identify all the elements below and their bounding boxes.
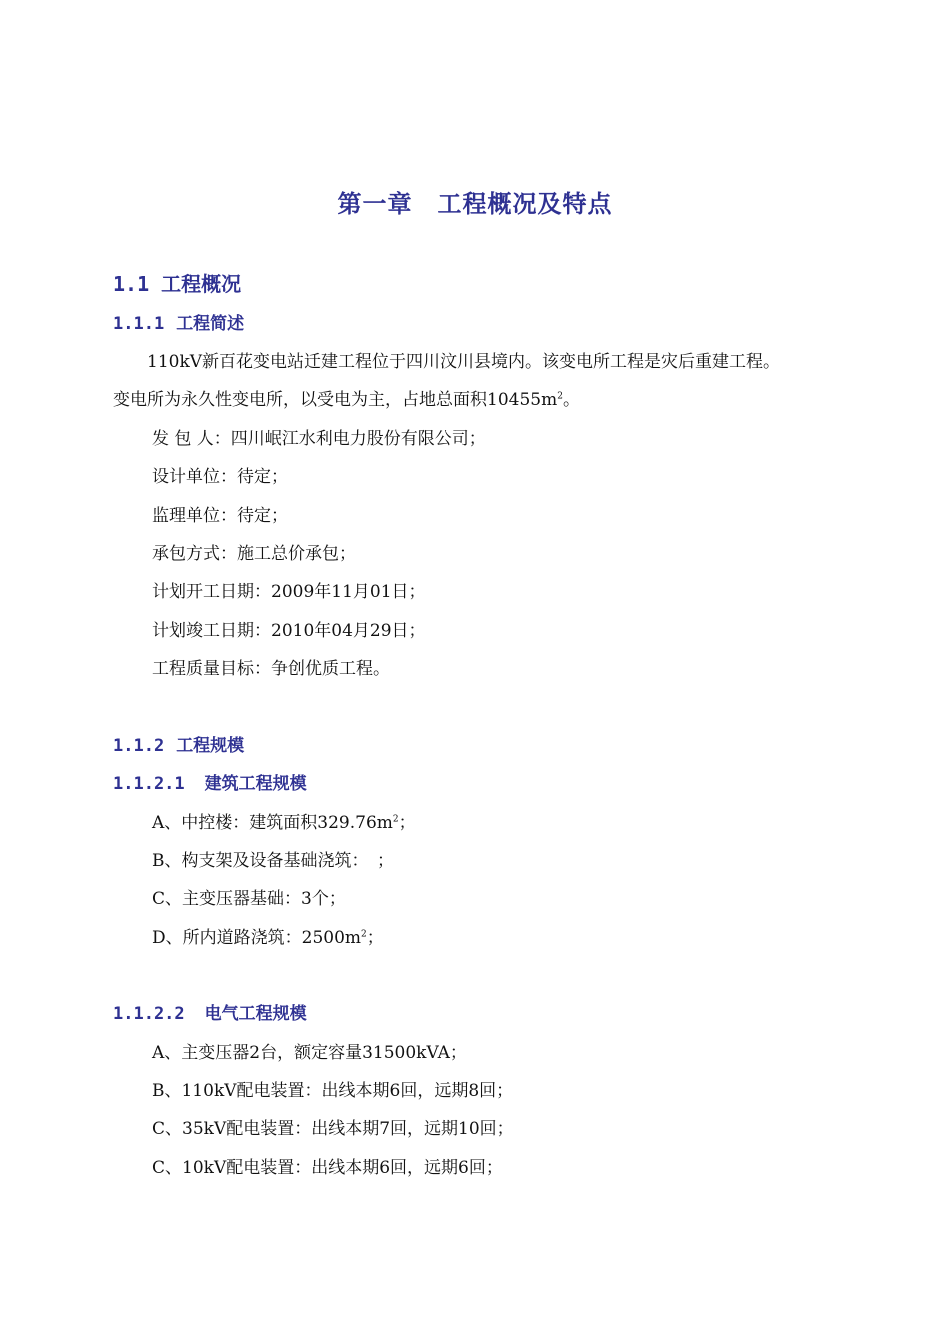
section-heading-1-1 (113, 268, 241, 297)
section-title: 工程概况 (161, 272, 242, 296)
section-title: 电气工程规模 (204, 1004, 307, 1024)
list-item-design-unit: 设计单位：待定； (152, 467, 288, 487)
section-number: 1.1 (113, 272, 150, 296)
section-heading-1-1-2-2 (113, 999, 307, 1024)
list-item-35kv: C、35kV配电装置：出线本期7回，远期10回； (152, 1119, 514, 1139)
list-item-foundation: B、构支架及设备基础浇筑： ； (152, 851, 394, 871)
section-title: 工程规模 (176, 736, 245, 756)
item-text: A、中控楼：建筑面积329.76m (152, 813, 393, 833)
list-item-transformer-base: C、主变压器基础：3个； (152, 889, 346, 909)
superscript: 2 (361, 929, 367, 940)
item-end: ； (366, 928, 384, 948)
item-end: ； (398, 813, 416, 833)
paragraph-line-2 (113, 385, 580, 410)
list-item-road (152, 923, 384, 948)
list-item-control-building (152, 808, 416, 833)
list-item-110kv: B、110kV配电装置：出线本期6回，远期8回； (152, 1081, 514, 1101)
list-item-contractor: 发 包 人：四川岷江水利电力股份有限公司； (152, 429, 486, 449)
section-number: 1.1.1 (113, 314, 165, 334)
section-heading-1-1-2 (113, 731, 244, 756)
section-number: 1.1.2 (113, 736, 165, 756)
section-heading-1-1-2-1 (113, 769, 307, 794)
list-item-quality-target: 工程质量目标：争创优质工程。 (152, 659, 390, 679)
paragraph-end: 。 (562, 390, 580, 410)
section-title: 建筑工程规模 (204, 774, 307, 794)
paragraph-line-1: 110kV新百花变电站迁建工程位于四川汶川县境内。该变电所工程是灾后重建工程。 (147, 352, 781, 372)
superscript: 2 (392, 814, 399, 825)
section-heading-1-1-1 (113, 309, 244, 334)
list-item-contract-mode: 承包方式：施工总价承包； (152, 544, 356, 564)
chapter-title: 第一章 工程概况及特点 (337, 190, 613, 218)
section-number: 1.1.2.2 (113, 1004, 185, 1024)
list-item-start-date: 计划开工日期：2009年11月01日； (152, 582, 426, 602)
item-text: D、所内道路浇筑：2500m (152, 928, 362, 948)
list-item-10kv: C、10kV配电装置：出线本期6回，远期6回； (152, 1158, 503, 1178)
paragraph-text: 变电所为永久性变电所，以受电为主，占地总面积10455m (113, 390, 558, 410)
section-title: 工程简述 (176, 314, 245, 334)
section-number: 1.1.2.1 (113, 774, 185, 794)
list-item-end-date: 计划竣工日期：2010年04月29日； (152, 621, 426, 641)
list-item-main-transformer: A、主变压器2台，额定容量31500kVA； (152, 1043, 467, 1063)
list-item-supervision-unit: 监理单位：待定； (152, 506, 288, 526)
superscript: 2 (557, 391, 563, 402)
